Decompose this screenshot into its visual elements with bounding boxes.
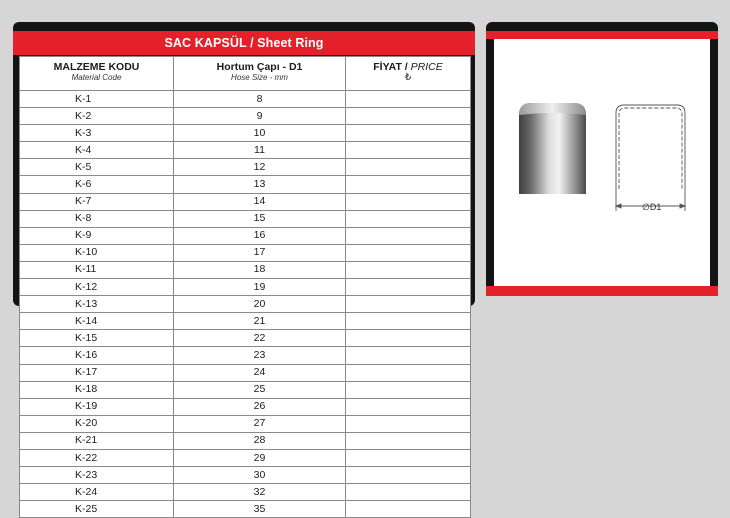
cell-price bbox=[346, 244, 471, 261]
cell-size: 11 bbox=[174, 142, 346, 159]
cell-size: 27 bbox=[174, 415, 346, 432]
table-row bbox=[20, 108, 471, 125]
table-row bbox=[20, 398, 471, 415]
cell-code: K-1 bbox=[20, 91, 174, 108]
cell-price bbox=[346, 227, 471, 244]
cell-price bbox=[346, 330, 471, 347]
cell-price bbox=[346, 398, 471, 415]
cell-code: K-12 bbox=[20, 279, 174, 296]
table-body bbox=[20, 91, 471, 518]
table-row bbox=[20, 227, 471, 244]
cell-price bbox=[346, 347, 471, 364]
cell-size: 28 bbox=[174, 432, 346, 449]
table-row bbox=[20, 125, 471, 142]
cell-code: K-5 bbox=[20, 159, 174, 176]
cell-code: K-16 bbox=[20, 347, 174, 364]
cell-code: K-25 bbox=[20, 501, 174, 518]
table-row bbox=[20, 244, 471, 261]
cell-size: 10 bbox=[174, 125, 346, 142]
table-row bbox=[20, 296, 471, 313]
diagram-bottom-bar bbox=[486, 286, 718, 296]
table-row bbox=[20, 210, 471, 227]
cell-size: 32 bbox=[174, 484, 346, 501]
cell-size: 22 bbox=[174, 330, 346, 347]
cell-price bbox=[346, 432, 471, 449]
table-row bbox=[20, 176, 471, 193]
cell-code: K-2 bbox=[20, 108, 174, 125]
cell-code: K-8 bbox=[20, 210, 174, 227]
cell-code: K-18 bbox=[20, 381, 174, 398]
table-row bbox=[20, 449, 471, 466]
cell-code: K-3 bbox=[20, 125, 174, 142]
cell-price bbox=[346, 467, 471, 484]
cell-code: K-20 bbox=[20, 415, 174, 432]
cell-price bbox=[346, 415, 471, 432]
cell-code: K-4 bbox=[20, 142, 174, 159]
cell-price bbox=[346, 142, 471, 159]
table-row bbox=[20, 159, 471, 176]
cell-code: K-9 bbox=[20, 227, 174, 244]
cell-size: 15 bbox=[174, 210, 346, 227]
table-row bbox=[20, 381, 471, 398]
cell-size: 35 bbox=[174, 501, 346, 518]
cell-price bbox=[346, 484, 471, 501]
cell-size: 17 bbox=[174, 244, 346, 261]
cell-code: K-24 bbox=[20, 484, 174, 501]
cell-size: 30 bbox=[174, 467, 346, 484]
cell-size: 25 bbox=[174, 381, 346, 398]
cell-size: 23 bbox=[174, 347, 346, 364]
cell-size: 9 bbox=[174, 108, 346, 125]
cell-price bbox=[346, 261, 471, 278]
table-row bbox=[20, 330, 471, 347]
price-table-container bbox=[19, 56, 470, 518]
cell-price bbox=[346, 193, 471, 210]
header-hose-size: Hortum Çapı - D1 Hose Size - mm bbox=[174, 57, 346, 91]
cell-code: K-11 bbox=[20, 261, 174, 278]
cell-size: 18 bbox=[174, 261, 346, 278]
cell-code: K-7 bbox=[20, 193, 174, 210]
cell-code: K-15 bbox=[20, 330, 174, 347]
table-row bbox=[20, 193, 471, 210]
table-row bbox=[20, 142, 471, 159]
table-row bbox=[20, 432, 471, 449]
cell-price bbox=[346, 159, 471, 176]
table-row bbox=[20, 364, 471, 381]
cell-price bbox=[346, 176, 471, 193]
price-table bbox=[19, 56, 471, 518]
cell-code: K-23 bbox=[20, 467, 174, 484]
cell-code: K-13 bbox=[20, 296, 174, 313]
cell-price bbox=[346, 296, 471, 313]
cell-price bbox=[346, 210, 471, 227]
table-title: SAC KAPSÜL / Sheet Ring bbox=[13, 31, 475, 55]
cell-price bbox=[346, 381, 471, 398]
cell-size: 8 bbox=[174, 91, 346, 108]
table-row bbox=[20, 91, 471, 108]
cell-code: K-14 bbox=[20, 313, 174, 330]
dimension-label: ∅D1 bbox=[642, 202, 662, 212]
diagram-panel bbox=[494, 39, 710, 286]
cell-price bbox=[346, 364, 471, 381]
ring-3d-image bbox=[519, 103, 586, 194]
table-row bbox=[20, 501, 471, 518]
table-row bbox=[20, 261, 471, 278]
diagram-top-bar bbox=[486, 31, 718, 39]
sheet-ring-diagram bbox=[494, 39, 710, 286]
cell-size: 26 bbox=[174, 398, 346, 415]
cell-size: 12 bbox=[174, 159, 346, 176]
cell-size: 14 bbox=[174, 193, 346, 210]
cell-code: K-6 bbox=[20, 176, 174, 193]
header-material-code: MALZEME KODU Material Code bbox=[20, 57, 174, 91]
cell-size: 13 bbox=[174, 176, 346, 193]
cell-price bbox=[346, 313, 471, 330]
cell-code: K-17 bbox=[20, 364, 174, 381]
cell-size: 21 bbox=[174, 313, 346, 330]
cell-price bbox=[346, 108, 471, 125]
header-price: FİYAT / PRICE ₺ bbox=[346, 57, 471, 91]
cell-code: K-19 bbox=[20, 398, 174, 415]
table-row bbox=[20, 415, 471, 432]
cell-price bbox=[346, 91, 471, 108]
table-row bbox=[20, 313, 471, 330]
cell-size: 16 bbox=[174, 227, 346, 244]
table-row bbox=[20, 347, 471, 364]
cell-size: 20 bbox=[174, 296, 346, 313]
table-row bbox=[20, 484, 471, 501]
table-row bbox=[20, 467, 471, 484]
cell-code: K-10 bbox=[20, 244, 174, 261]
table-row bbox=[20, 279, 471, 296]
cell-price bbox=[346, 125, 471, 142]
cell-price bbox=[346, 279, 471, 296]
cell-code: K-22 bbox=[20, 449, 174, 466]
cell-size: 29 bbox=[174, 449, 346, 466]
cell-price bbox=[346, 501, 471, 518]
cell-size: 24 bbox=[174, 364, 346, 381]
table-header-row bbox=[20, 57, 471, 91]
cell-price bbox=[346, 449, 471, 466]
cell-code: K-21 bbox=[20, 432, 174, 449]
ring-technical-drawing bbox=[616, 105, 685, 211]
cell-size: 19 bbox=[174, 279, 346, 296]
